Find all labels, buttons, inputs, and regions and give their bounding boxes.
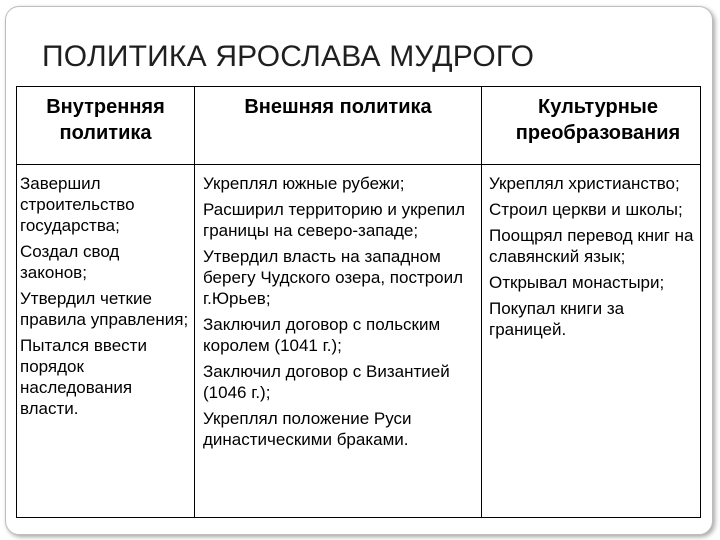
internal-policy-cell xyxy=(17,165,195,518)
header-cultural-reforms-label: Культурные преобразования xyxy=(515,96,681,144)
policy-table xyxy=(16,86,701,518)
cultural-reforms-item: Укреплял христианство; xyxy=(489,174,680,193)
header-cultural-reforms xyxy=(482,87,701,165)
cultural-reforms-cell xyxy=(482,165,701,518)
header-internal-policy-label: Внутренняя политика xyxy=(46,96,165,144)
external-policy-item: Укреплял южные рубежи; xyxy=(203,174,405,193)
header-external-policy-label: Внешняя политика xyxy=(244,96,432,118)
cultural-reforms-item: Открывал монастыри; xyxy=(489,273,665,292)
page-title: ПОЛИТИКА ЯРОСЛАВА МУДРОГО xyxy=(42,40,535,73)
external-policy-item: Заключил договор с Византией (1046 г.); xyxy=(203,362,450,402)
cultural-reforms-item: Строил церкви и школы; xyxy=(489,200,683,219)
internal-policy-item: Завершил строительство государства; xyxy=(20,174,135,235)
internal-policy-item: Утвердил четкие правила управления; xyxy=(20,289,189,329)
external-policy-item: Заключил договор с польским королем (1041 г.); xyxy=(203,315,441,355)
table-row xyxy=(17,165,701,518)
header-internal-policy xyxy=(17,87,195,165)
external-policy-item: Расширил территорию и укрепил границы на северо-западе; xyxy=(203,200,466,240)
cultural-reforms-item: Покупал книги за границей. xyxy=(489,299,625,339)
external-policy-item: Укреплял положение Руси династическими браками. xyxy=(203,409,412,449)
internal-policy-item: Пытался ввести порядок наследования власти. xyxy=(20,336,147,418)
table-header-row xyxy=(17,87,701,165)
header-external-policy xyxy=(195,87,482,165)
external-policy-cell xyxy=(195,165,482,518)
external-policy-item: Утвердил власть на западном берегу Чудского озера, построил г.Юрьев; xyxy=(203,247,464,308)
internal-policy-item: Создал свод законов; xyxy=(20,242,120,282)
cultural-reforms-item: Поощрял перевод книг на славянский язык; xyxy=(489,226,694,266)
